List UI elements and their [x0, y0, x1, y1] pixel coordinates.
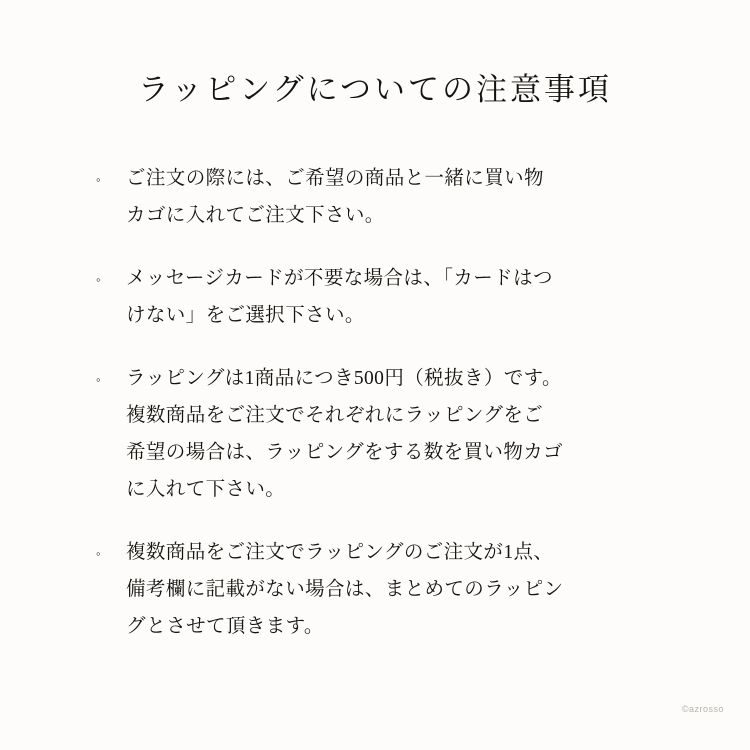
note-line: に入れて下さい。 — [126, 479, 286, 500]
list-item — [96, 360, 676, 508]
note-line: 希望の場合は、ラッピングをする数を買い物カゴ — [126, 442, 564, 463]
copyright-credit: ©azrosso — [681, 704, 724, 714]
note-text — [126, 160, 676, 234]
note-text — [126, 260, 676, 334]
list-item — [96, 534, 676, 645]
bullet-icon: ◦ — [96, 546, 101, 561]
note-line: グとさせて頂きます。 — [126, 616, 324, 637]
note-line: けない」をご選択下さい。 — [126, 305, 365, 326]
note-line: ラッピングは1商品につき500円（税抜き）です。 — [126, 368, 562, 389]
note-line: ご注文の際には、ご希望の商品と一緒に買い物 — [126, 168, 544, 189]
note-line: メッセージカードが不要な場合は、「カードはつ — [126, 268, 553, 289]
note-text — [126, 360, 676, 508]
list-item — [96, 160, 676, 234]
note-line: 複数商品をご注文でそれぞれにラッピングをご — [126, 405, 544, 426]
bullet-icon: ◦ — [96, 172, 101, 187]
note-line: カゴに入れてご注文下さい。 — [126, 205, 385, 226]
note-text — [126, 534, 676, 645]
notes-list — [96, 160, 676, 671]
note-line: 備考欄に記載がない場合は、まとめてのラッピン — [126, 579, 564, 600]
bullet-icon: ◦ — [96, 272, 101, 287]
bullet-icon: ◦ — [96, 372, 101, 387]
note-line: 複数商品をご注文でラッピングのご注文が1点、 — [126, 542, 554, 563]
list-item — [96, 260, 676, 334]
page-title: ラッピングについての注意事項 — [137, 72, 613, 107]
